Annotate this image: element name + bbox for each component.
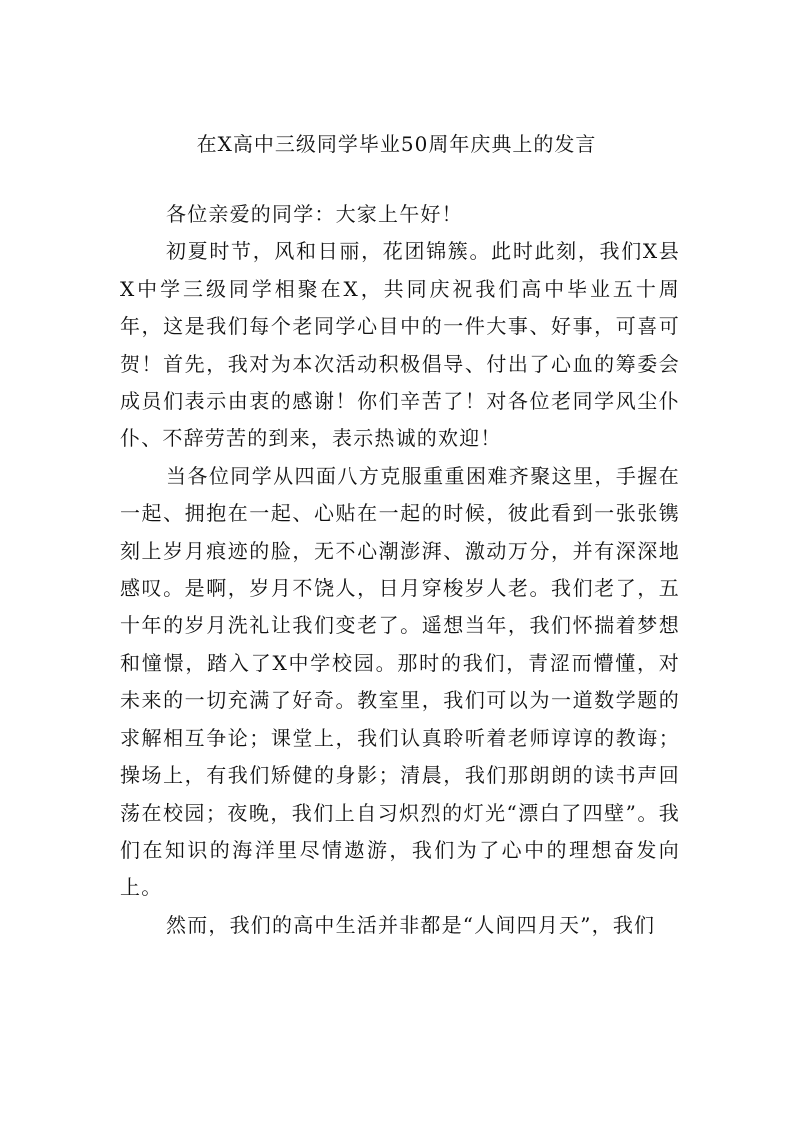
paragraph-greeting: 各位亲爱的同学：大家上午好！: [166, 202, 463, 226]
paragraph-memories: 当各位同学从四面八方克服重重困难齐聚这里，手握在一起、拥抱在一起、心贴在一起的时候，彼此看到一张张镌刻上岁月痕迹的脸，无不心潮澎湃、激动万分，并有深深地感叹。是啊，岁月不饶人，日月穿梭岁人老。我们老了，五十年的岁月洗礼让我们变老了。遥想当年，我们怀揣着梦想和憧憬，踏入了X中学校园。那时的我们，青涩而懵懂，对未来的一切充满了好奇。教室里，我们可以为一道数学题的求解相互争论；课堂上，我们认真聆听着老师谆谆的教诲；操场上，有我们矫健的身影；清晨，我们那朗朗的读书声回荡在校园；夜晚，我们上自习炽烈的灯光“漂白了四壁”。我们在知识的海洋里尽情遨游，我们为了心中的理想奋发向上。: [120, 463, 680, 900]
paragraph-opening: 初夏时节，风和日丽，花团锦簇。此时此刻，我们X县X中学三级同学相聚在X，共同庆祝我们高中毕业五十周年，这是我们每个老同学心目中的一件大事、好事，可喜可贺！首先，我对为本次活动积极倡导、付出了心血的筹委会成员们表示由衷的感谢！你们辛苦了！对各位老同学风尘仆仆、不辞劳苦的到来，表示热诚的欢迎！: [120, 239, 680, 451]
paragraph-continuation: 然而，我们的高中生活并非都是“人间四月天”，我们: [166, 912, 656, 937]
document-body: [120, 196, 680, 944]
document-title: 在X高中三级同学毕业50周年庆典上的发言: [196, 132, 597, 156]
